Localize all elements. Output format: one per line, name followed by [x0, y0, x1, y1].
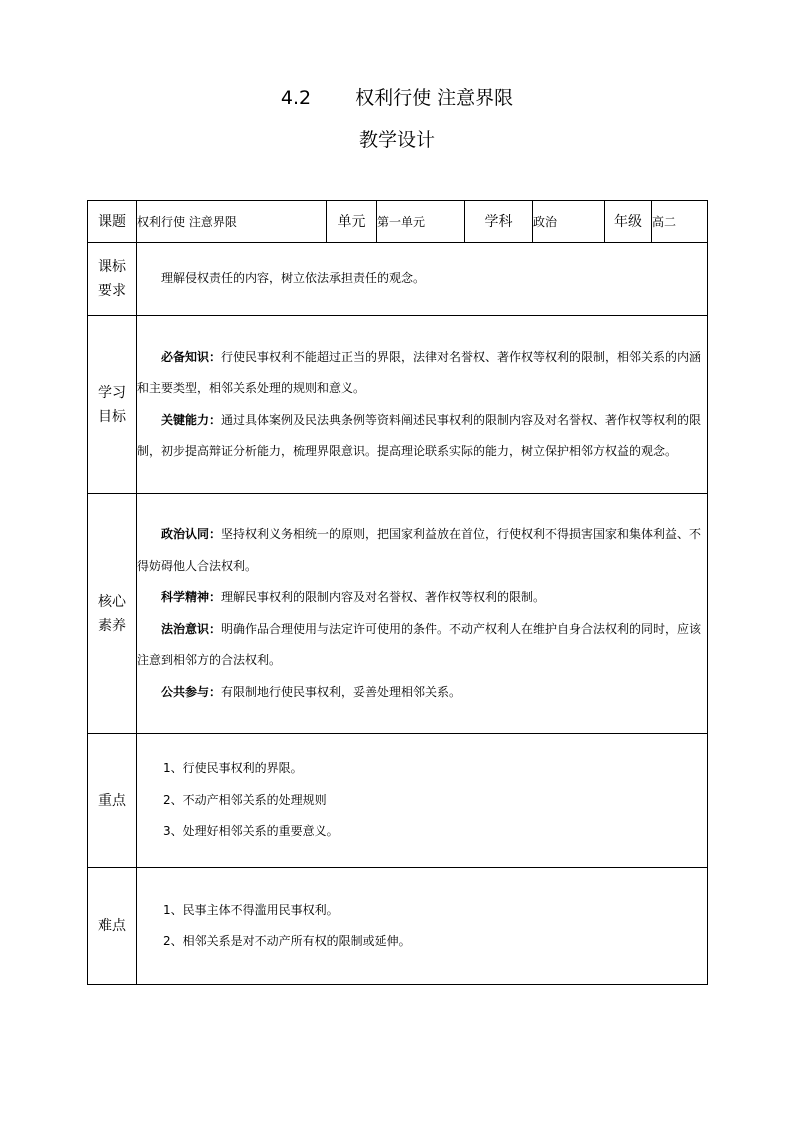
topic-value: 权利行使 注意界限 — [137, 201, 327, 243]
standards-label — [88, 243, 137, 316]
difficulty-item: 1、民事主体不得滥用民事权利。 — [163, 902, 339, 917]
unit-value: 第一单元 — [377, 201, 465, 243]
literacy-label — [88, 494, 137, 734]
key-point-item: 1、行使民事权利的界限。 — [163, 761, 303, 776]
literacy-paragraph — [137, 582, 707, 614]
standards-label-line1: 课标 — [98, 259, 126, 275]
literacy-text: 理解民事权利的限制内容及对名誉权、著作权等权利的限制。 — [221, 590, 546, 604]
difficulty-item: 2、相邻关系是对不动产所有权的限制或延伸。 — [163, 934, 411, 948]
lesson-plan-table — [87, 200, 708, 985]
literacy-label-line2: 素养 — [98, 617, 126, 634]
literacy-paragraph — [137, 519, 707, 582]
literacy-heading: 法治意识： — [161, 621, 222, 636]
objectives-label-line1: 学习 — [98, 384, 126, 401]
objective-text: 行使民事权利不能超过正当的界限，法律对名誉权、著作权等权利的限制，相邻关系的内涵和主要类型，相邻关系处理的规则和意义。 — [137, 349, 702, 395]
key-point-item: 3、处理好相邻关系的重要意义。 — [163, 824, 339, 839]
standards-row — [88, 243, 708, 316]
literacy-text: 有限制地行使民事权利，妥善处理相邻关系。 — [221, 684, 462, 699]
literacy-content — [137, 494, 708, 734]
subject-label: 学科 — [465, 201, 533, 243]
literacy-label-line1: 核心 — [98, 593, 126, 610]
key-points-label: 重点 — [88, 734, 137, 868]
key-point-item: 2、不动产相邻关系的处理规则 — [163, 792, 327, 807]
grade-label: 年级 — [605, 201, 652, 243]
objectives-label-line2: 目标 — [98, 408, 126, 425]
unit-label: 单元 — [327, 201, 377, 243]
standards-text: 理解侵权责任的内容，树立依法承担责任的观念。 — [161, 271, 426, 286]
grade-value: 高二 — [652, 201, 708, 243]
document-title — [0, 86, 794, 110]
subject-value: 政治 — [533, 201, 605, 243]
key-points-content — [137, 734, 708, 868]
key-points-row — [88, 734, 708, 868]
objective-heading: 必备知识： — [161, 349, 222, 364]
literacy-heading: 政治认同： — [161, 527, 222, 541]
literacy-text: 明确作品合理使用与法定许可使用的条件。不动产权利人在维护自身合法权利的同时，应该注意到相邻方的合法权利。 — [137, 621, 702, 667]
document-subtitle: 教学设计 — [358, 129, 435, 151]
topic-row — [88, 201, 708, 243]
literacy-paragraph — [137, 614, 707, 677]
objectives-label — [88, 316, 137, 494]
topic-label: 课题 — [88, 201, 137, 243]
literacy-heading: 科学精神： — [161, 590, 222, 604]
difficulties-row — [88, 868, 708, 985]
literacy-heading: 公共参与： — [161, 684, 222, 699]
objective-text: 通过具体案例及民法典条例等资料阐述民事权利的限制内容及对名誉权、著作权等权利的限制，初步提高辩证分析能力，梳理界限意识。提高理论联系实际的能力，树立保护相邻方权益的观念。 — [137, 412, 702, 458]
lesson-number: 4.2 — [280, 87, 312, 109]
difficulties-content — [137, 868, 708, 985]
objectives-content — [137, 316, 708, 494]
difficulties-label: 难点 — [88, 868, 137, 985]
objectives-row — [88, 316, 708, 494]
objective-heading: 关键能力： — [161, 412, 222, 427]
standards-label-line2: 要求 — [98, 283, 126, 299]
lesson-title: 权利行使 注意界限 — [355, 87, 514, 109]
objective-paragraph — [137, 342, 707, 405]
literacy-text: 坚持权利义务相统一的原则，把国家利益放在首位，行使权利不得损害国家和集体利益、不得妨碍他人合法权利。 — [137, 527, 702, 573]
literacy-row — [88, 494, 708, 734]
standards-content — [137, 243, 708, 316]
objective-paragraph — [137, 405, 707, 468]
literacy-paragraph — [137, 677, 707, 709]
